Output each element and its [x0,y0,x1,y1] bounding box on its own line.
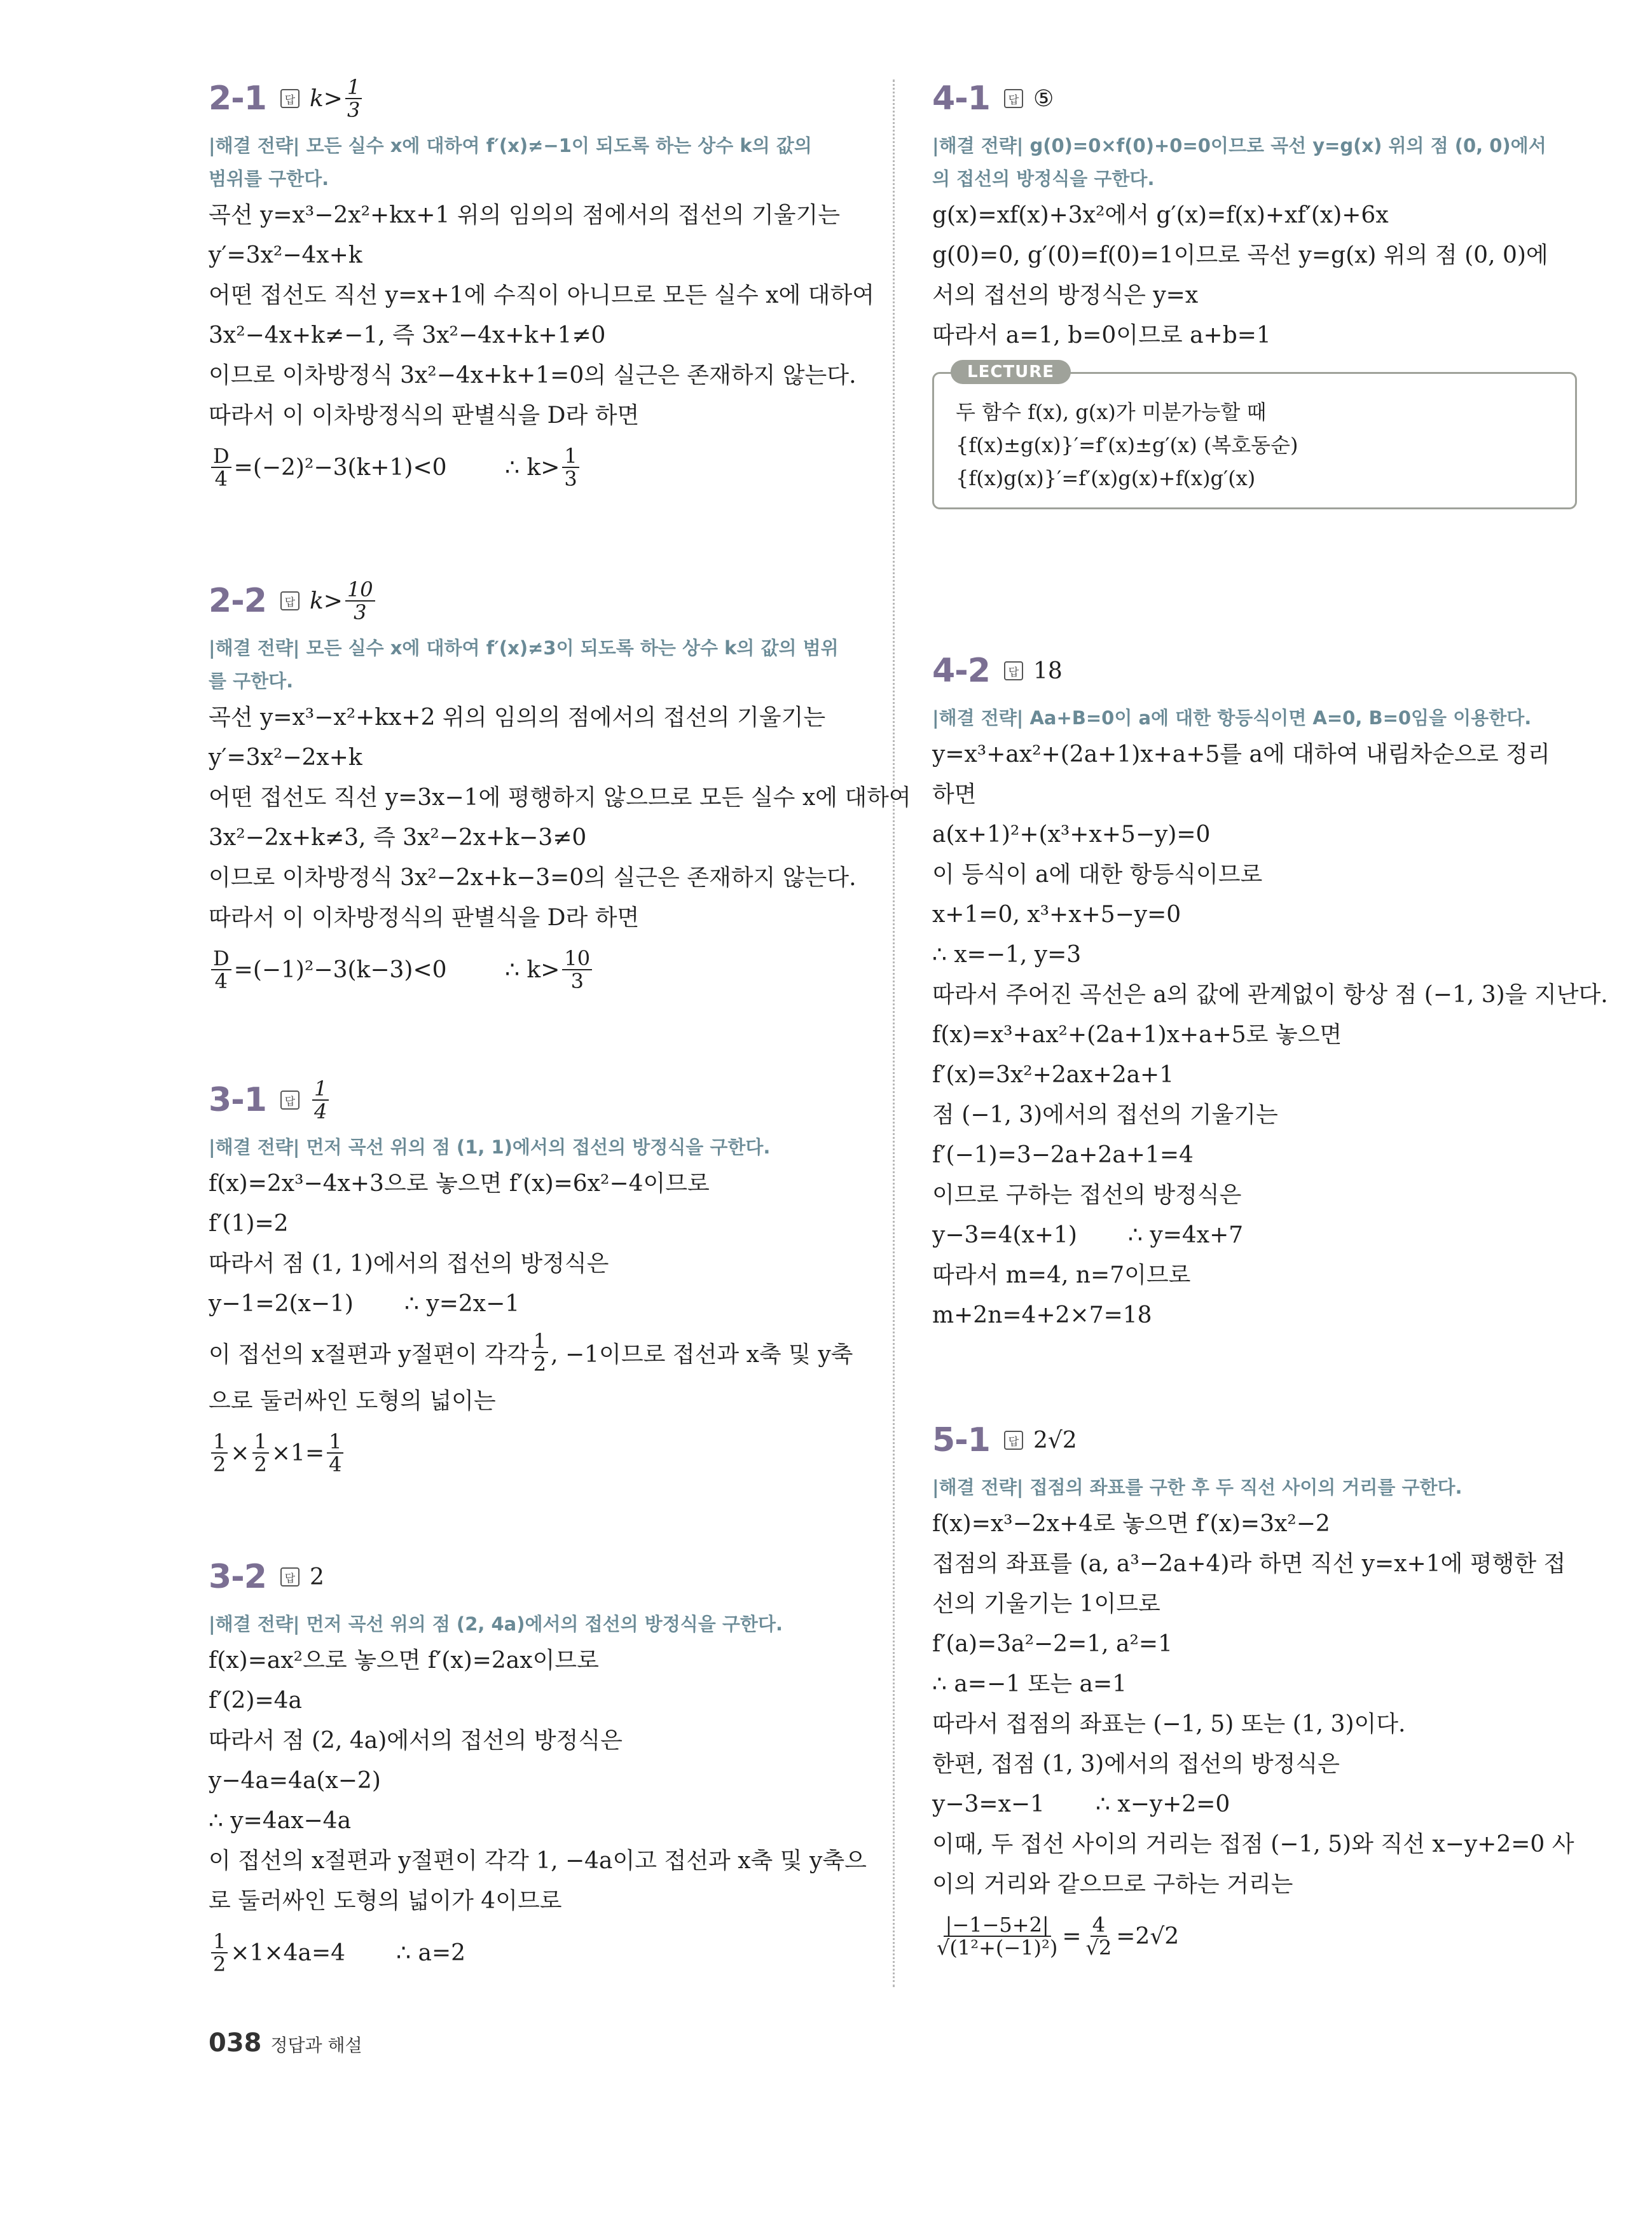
formula-text: ×1= [271,1440,325,1466]
solution-line: 어떤 접선도 직선 y=3x−1에 평행하지 않으므로 모든 실수 x에 대하여 [209,785,911,811]
strategy-text: 먼저 곡선 위의 점 (2, 4a)에서의 접선의 방정식을 구한다. [306,1613,783,1635]
denominator: 4 [214,969,228,993]
solution-line: 따라서 주어진 곡선은 a의 값에 관계없이 항상 점 (−1, 3)을 지난다. [932,982,1608,1008]
denominator: 4 [329,1452,342,1476]
formula-line [209,436,867,499]
fraction [211,1431,228,1475]
solution-line: 곡선 y=x³−2x²+kx+1 위의 임의의 점에서의 접선의 기울기는 [209,202,841,228]
solution-line: 접점의 좌표를 (a, a³−2a+4)라 하면 직선 y=x+1에 평행한 접 [932,1551,1566,1577]
denominator: 2 [213,1952,226,1976]
solution-line: f′(a)=3a²−2=1, a²=1 [932,1631,1173,1657]
solution-line: f′(1)=2 [209,1211,289,1237]
solution-strategy [209,129,867,195]
answer: ⑤ [1033,85,1054,112]
denominator: √(1²+(−1)²) [937,1936,1058,1960]
problem-header [932,645,1578,696]
solution-strategy [209,1607,867,1641]
problem-header [932,1415,1578,1466]
solution-line: 로 둘러싸인 도형의 넓이가 4이므로 [209,1888,562,1914]
strategy-label: |해결 전략| [932,707,1024,729]
fraction [211,445,231,490]
fraction [211,947,231,992]
numerator: D [211,947,231,970]
solution-line: 이 등식이 a에 대한 항등식이므로 [932,862,1263,888]
numerator: 1 [252,1431,269,1454]
solution-line: a(x+1)²+(x³+x+5−y)=0 [932,822,1211,848]
solution-line: 따라서 a=1, b=0이므로 a+b=1 [932,322,1271,348]
solution-strategy [932,701,1578,734]
problem-number: 2-2 [209,582,266,620]
solution-line: 따라서 점 (1, 1)에서의 접선의 방정식은 [209,1251,609,1277]
problem-header [209,1552,867,1602]
solution-line: y−1=2(x−1) ∴ y=2x−1 [209,1291,520,1317]
solution-line: 이므로 이차방정식 3x²−4x+k+1=0의 실근은 존재하지 않는다. [209,362,857,389]
solution-line: f(x)=ax²으로 놓으면 f′(x)=2ax이므로 [209,1648,599,1674]
fraction [532,1330,548,1375]
strategy-text: Aa+B=0이 a에 대한 항등식이면 A=0, B=0임을 이용한다. [1029,707,1532,729]
numerator: 10 [345,579,375,602]
denominator: 3 [354,600,367,624]
solution-line: g(x)=xf(x)+3x²에서 g′(x)=f(x)+xf′(x)+6x [932,202,1389,228]
numerator: |−1−5+2| [944,1914,1051,1937]
page-label: 정답과 해설 [270,2035,362,2056]
solution-line: 서의 접선의 방정식은 y=x [932,282,1199,308]
solution-line: f(x)=x³−2x+4로 놓으면 f′(x)=3x²−2 [932,1511,1330,1537]
answer-text: k> [309,85,343,112]
numerator: 1 [345,76,362,99]
solution-line: y′=3x²−4x+k [209,242,362,268]
answer: 2 [309,1564,324,1590]
solution-body [209,195,875,499]
strategy-text: 모든 실수 x에 대하여 f′(x)≠3이 되도록 하는 상수 k의 값의 범위 [306,637,839,659]
solution-strategy [932,129,1578,195]
solution-line: 따라서 m=4, n=7이므로 [932,1262,1191,1288]
formula-line [209,1324,867,1381]
fraction [327,1431,343,1475]
section-2-2 [209,575,911,1001]
fraction [1084,1914,1114,1958]
denominator: 4 [214,467,228,491]
solution-line: y−3=4(x+1) ∴ y=4x+7 [932,1222,1244,1248]
denominator: 2 [533,1352,547,1376]
section-2-1 [209,73,875,499]
formula-line [209,1921,867,1985]
answer-icon: 답 [1004,661,1023,680]
solution-body [209,698,911,1001]
answer-icon: 답 [280,1091,299,1110]
strategy-text: 범위를 구한다. [209,168,329,189]
problem-number: 4-1 [932,79,990,118]
solution-line: 곡선 y=x³−x²+kx+2 위의 임의의 점에서의 접선의 기울기는 [209,705,826,731]
solution-line: ∴ y=4ax−4a [209,1808,352,1834]
solution-line: f(x)=2x³−4x+3으로 놓으면 f′(x)=6x²−4이므로 [209,1171,710,1197]
problem-number: 2-1 [209,79,266,118]
numerator: 1 [211,1931,228,1953]
strategy-label: |해결 전략| [932,1476,1024,1498]
solution-line: y−4a=4a(x−2) [209,1768,381,1794]
solution-line: 이때, 두 접선 사이의 거리는 접점 (−1, 5)와 직선 x−y+2=0 사 [932,1831,1574,1857]
solution-line: 3x²−2x+k≠3, 즉 3x²−2x+k−3≠0 [209,825,587,851]
solution-strategy [209,1131,867,1164]
solution-line: 하면 [932,781,977,808]
answer: 2√2 [1033,1427,1077,1454]
solution-line: 어떤 접선도 직선 y=x+1에 수직이 아니므로 모든 실수 x에 대하여 [209,282,875,308]
formula-text: × [230,1440,250,1466]
numerator: 1 [312,1078,329,1101]
answer-text: k> [309,588,343,614]
problem-number: 5-1 [932,1421,990,1459]
numerator: 1 [211,1431,228,1454]
strategy-label: |해결 전략| [209,1613,300,1635]
denominator: 2 [254,1452,267,1476]
formula-line [932,1904,1578,1968]
answer: 18 [1033,657,1063,684]
solution-line: ∴ a=−1 또는 a=1 [932,1671,1127,1697]
formula-text: = [1062,1923,1082,1950]
problem-header [932,73,1578,124]
solution-line: 한편, 접점 (1, 3)에서의 접선의 방정식은 [932,1751,1340,1777]
strategy-label: |해결 전략| [209,637,300,659]
solution-line: f′(−1)=3−2a+2a+1=4 [932,1142,1194,1168]
solution-line: m+2n=4+2×7=18 [932,1302,1152,1328]
denominator: 3 [564,467,577,491]
solution-line: 으로 둘러싸인 도형의 넓이는 [209,1388,496,1414]
numerator: 1 [327,1431,343,1454]
solution-body [932,195,1578,355]
strategy-text: 의 접선의 방정식을 구한다. [932,168,1155,189]
lecture-line: {f(x)±g(x)}′=f′(x)±g′(x) (복호동순) [956,433,1298,457]
strategy-text: g(0)=0×f(0)+0=0이므로 곡선 y=g(x) 위의 점 (0, 0)에서 [1029,135,1546,156]
answer [310,579,378,623]
numerator: 10 [562,947,592,970]
section-3-1 [209,1075,867,1485]
numerator: 4 [1091,1914,1107,1937]
solution-line: y=x³+ax²+(2a+1)x+a+5를 a에 대하여 내림차순으로 정리 [932,741,1550,767]
answer-fraction [345,76,362,121]
solution-line: 따라서 접점의 좌표는 (−1, 5) 또는 (1, 3)이다. [932,1711,1406,1737]
solution-text: , −1이므로 접선과 x축 및 y축 [551,1341,853,1368]
formula-line [209,938,867,1001]
solution-line: 이의 거리와 같으므로 구하는 거리는 [932,1871,1293,1897]
solution-line: f(x)=x³+ax²+(2a+1)x+a+5로 놓으면 [932,1022,1342,1048]
fraction [252,1431,269,1475]
solution-line: y−3=x−1 ∴ x−y+2=0 [932,1791,1230,1817]
strategy-text: 를 구한다. [209,670,294,692]
formula-line [209,1421,867,1485]
solution-line: 선의 기울기는 1이므로 [932,1591,1160,1617]
section-4-2 [932,645,1608,1335]
solution-line: g(0)=0, g′(0)=f(0)=1이므로 곡선 y=g(x) 위의 점 (0, 0)에 [932,242,1548,268]
numerator: D [211,445,231,468]
strategy-text: 먼저 곡선 위의 점 (1, 1)에서의 접선의 방정식을 구한다. [306,1136,771,1158]
answer-icon: 답 [280,89,299,108]
fraction [562,445,579,490]
fraction [935,1914,1059,1958]
fraction [211,1931,228,1975]
strategy-label: |해결 전략| [209,1136,300,1158]
solution-body [932,1504,1578,1968]
solution-line: 점 (−1, 3)에서의 접선의 기울기는 [932,1102,1278,1128]
problem-header [209,575,867,626]
problem-header [209,1075,867,1125]
formula-text: =(−2)²−3(k+1)<0 ∴ k> [233,454,560,481]
solution-line: f′(2)=4a [209,1688,303,1714]
solution-line: 이므로 이차방정식 3x²−2x+k−3=0의 실근은 존재하지 않는다. [209,865,857,891]
solution-line: 이 접선의 x절편과 y절편이 각각 1, −4a이고 접선과 x축 및 y축으 [209,1848,867,1874]
solution-line: y′=3x²−2x+k [209,745,362,771]
solution-strategy [932,1471,1578,1504]
denominator: 2 [213,1452,226,1476]
answer-fraction [345,579,375,623]
solution-line: ∴ x=−1, y=3 [932,942,1082,968]
problem-number: 3-1 [209,1081,266,1119]
formula-text: =(−1)²−3(k−3)<0 ∴ k> [233,956,560,983]
solution-body [209,1641,867,1985]
solution-body [932,734,1608,1335]
page-number: 038 [209,2028,262,2058]
strategy-label: |해결 전략| [209,135,300,156]
section-5-1 [932,1415,1578,1968]
problem-header [209,73,867,124]
section-4-1 [932,73,1578,509]
answer [310,76,364,121]
answer-icon: 답 [1004,1431,1023,1450]
strategy-text: 접점의 좌표를 구한 후 두 직선 사이의 거리를 구한다. [1029,1476,1463,1498]
answer [310,1078,331,1122]
strategy-text: 모든 실수 x에 대하여 f′(x)≠−1이 되도록 하는 상수 k의 값의 [306,135,812,156]
answer-fraction [312,1078,329,1122]
answer-icon: 답 [280,591,299,610]
answer-icon: 답 [1004,89,1023,108]
column-divider [893,79,895,1987]
fraction [562,947,592,992]
answer-icon: 답 [280,1567,299,1586]
lecture-line: 두 함수 f(x), g(x)가 미분가능할 때 [956,400,1267,424]
numerator: 1 [532,1330,548,1353]
section-3-2 [209,1552,867,1985]
numerator: 1 [562,445,579,468]
formula-text: ×1×4a=4 ∴ a=2 [230,1939,466,1966]
denominator: 3 [570,969,584,993]
solution-line: 따라서 이 이차방정식의 판별식을 D라 하면 [209,403,640,429]
page-footer [209,2028,362,2058]
problem-number: 4-2 [932,652,990,690]
lecture-box [932,362,1577,509]
lecture-tag: LECTURE [951,360,1071,384]
denominator: 3 [347,98,361,122]
solution-line: 따라서 점 (2, 4a)에서의 접선의 방정식은 [209,1728,623,1754]
solution-line: x+1=0, x³+x+5−y=0 [932,902,1181,928]
denominator: 4 [313,1099,327,1124]
solution-line: 이므로 구하는 접선의 방정식은 [932,1182,1242,1208]
formula-text: =2√2 [1116,1923,1180,1950]
solution-line: 3x²−4x+k≠−1, 즉 3x²−4x+k+1≠0 [209,322,606,348]
solution-strategy [209,631,867,698]
solution-line: f′(x)=3x²+2ax+2a+1 [932,1062,1174,1088]
solution-body [209,1164,867,1485]
solution-text: 이 접선의 x절편과 y절편이 각각 [209,1341,529,1368]
strategy-label: |해결 전략| [932,135,1024,156]
denominator: √2 [1085,1936,1112,1960]
lecture-line: {f(x)g(x)}′=f′(x)g(x)+f(x)g′(x) [956,466,1256,490]
problem-number: 3-2 [209,1558,266,1596]
solution-line: 따라서 이 이차방정식의 판별식을 D라 하면 [209,905,640,931]
